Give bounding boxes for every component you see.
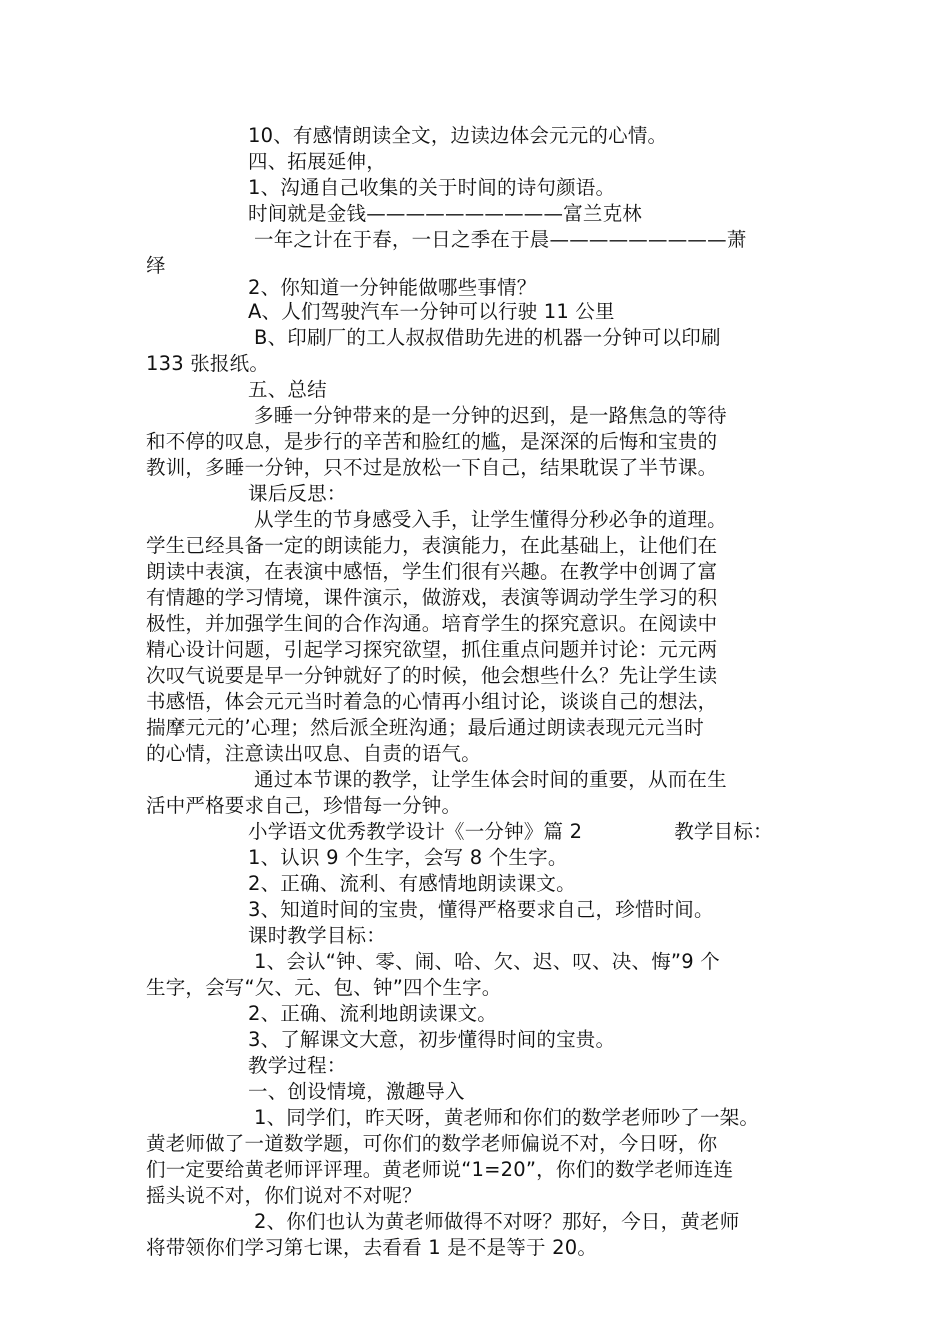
text-line: 133 张报纸。 (146, 352, 270, 375)
text-line: 们一定要给黄老师评评理。黄老师说“1=20”，你们的数学老师连连 (146, 1158, 734, 1181)
text-line: 多睡一分钟带来的是一分钟的迟到，是一路焦急的等待 (254, 404, 727, 427)
text-line: 1、沟通自己收集的关于时间的诗句颜语。 (248, 176, 616, 199)
text-line: 1、认识 9 个生字，会写 8 个生字。 (248, 846, 568, 869)
section-title (248, 820, 773, 844)
section-heading: 五、总结 (248, 378, 327, 401)
text-line: 2、正确、流利、有感情地朗读课文。 (248, 872, 576, 895)
text-line: 10、有感情朗读全文，边读边体会元元的心情。 (248, 124, 668, 147)
quote-line: 时间就是金钱——————————富兰克林 (248, 202, 643, 225)
text-line: 学生已经具备一定的朗读能力，表演能力，在此基础上，让他们在 (146, 534, 718, 557)
text-line: 揣摩元元的’心理；然后派全班沟通；最后通过朗读表现元元当时 (146, 716, 704, 739)
text-line: 次叹气说要是早一分钟就好了的时候，他会想些什么？先让学生读 (146, 664, 718, 687)
text-line: 书感悟，体会元元当时着急的心情再小组讨论，谈谈自己的想法， (146, 690, 718, 713)
text-line: 精心设计问题，引起学习探究欲望，抓住重点问题并讨论：元元两 (146, 638, 718, 661)
section-heading: 课时教学目标： (248, 924, 386, 947)
text-line: 从学生的节身感受入手，让学生懂得分秒必争的道理。 (254, 508, 727, 531)
text-line: 1、同学们，昨天呀，黄老师和你们的数学老师吵了一架。 (254, 1106, 760, 1129)
text-line: 和不停的叹息，是步行的辛苦和脸红的尴，是深深的后悔和宝贵的 (146, 430, 718, 453)
text-line: 将带领你们学习第七课，去看看 1 是不是等于 20。 (146, 1236, 598, 1259)
text-line: 朗读中表演，在表演中感悟，学生们很有兴趣。在教学中创调了富 (146, 560, 718, 583)
text-line: 的心情，注意读出叹息、自责的语气。 (146, 742, 481, 765)
section-subtitle-text: 教学目标： (674, 820, 773, 843)
section-title-text: 小学语文优秀教学设计《一分钟》篇 2 (248, 820, 583, 843)
section-heading: 一、创设情境，激趣导入 (248, 1080, 465, 1103)
section-heading: 课后反思： (248, 482, 347, 505)
text-line: 有情趣的学习情境，课件演示，做游戏，表演等调动学生学习的积 (146, 586, 718, 609)
text-line: 3、了解课文大意，初步懂得时间的宝贵。 (248, 1028, 616, 1051)
text-line: 活中严格要求自己，珍惜每一分钟。 (146, 794, 462, 817)
text-line: 教训，多睡一分钟，只不过是放松一下自己，结果耽误了半节课。 (146, 456, 718, 479)
text-line: 通过本节课的教学，让学生体会时间的重要，从而在生 (254, 768, 727, 791)
text-line: 1、会认“钟、零、闹、哈、欠、迟、叹、决、悔”9 个 (254, 950, 720, 973)
quote-line: 一年之计在于春，一日之季在于晨—————————萧 (254, 228, 747, 251)
text-line: 3、知道时间的宝贵，懂得严格要求自己，珍惜时间。 (248, 898, 714, 921)
text-line: 极性，并加强学生间的合作沟通。培育学生的探究意识。在阅读中 (146, 612, 718, 635)
text-line: 摇头说不对，你们说对不对呢？ (146, 1184, 422, 1207)
text-line: 黄老师做了一道数学题，可你们的数学老师偏说不对，今日呀，你 (146, 1132, 718, 1155)
text-line: 绎 (146, 254, 166, 277)
text-line: 2、正确、流利地朗读课文。 (248, 1002, 498, 1025)
section-heading: 四、拓展延伸， (248, 150, 386, 173)
text-line: 2、你知道一分钟能做哪些事情？ (248, 276, 537, 299)
text-line: 2、你们也认为黄老师做得不对呀？那好，今日，黄老师 (254, 1210, 740, 1233)
section-heading: 教学过程： (248, 1054, 347, 1077)
text-line: B、印刷厂的工人叔叔借助先进的机器一分钟可以印刷 (254, 326, 721, 349)
text-line: A、人们驾驶汽车一分钟可以行驶 11 公里 (248, 300, 615, 323)
text-line: 生字，会写“欠、元、包、钟”四个生字。 (146, 976, 502, 999)
